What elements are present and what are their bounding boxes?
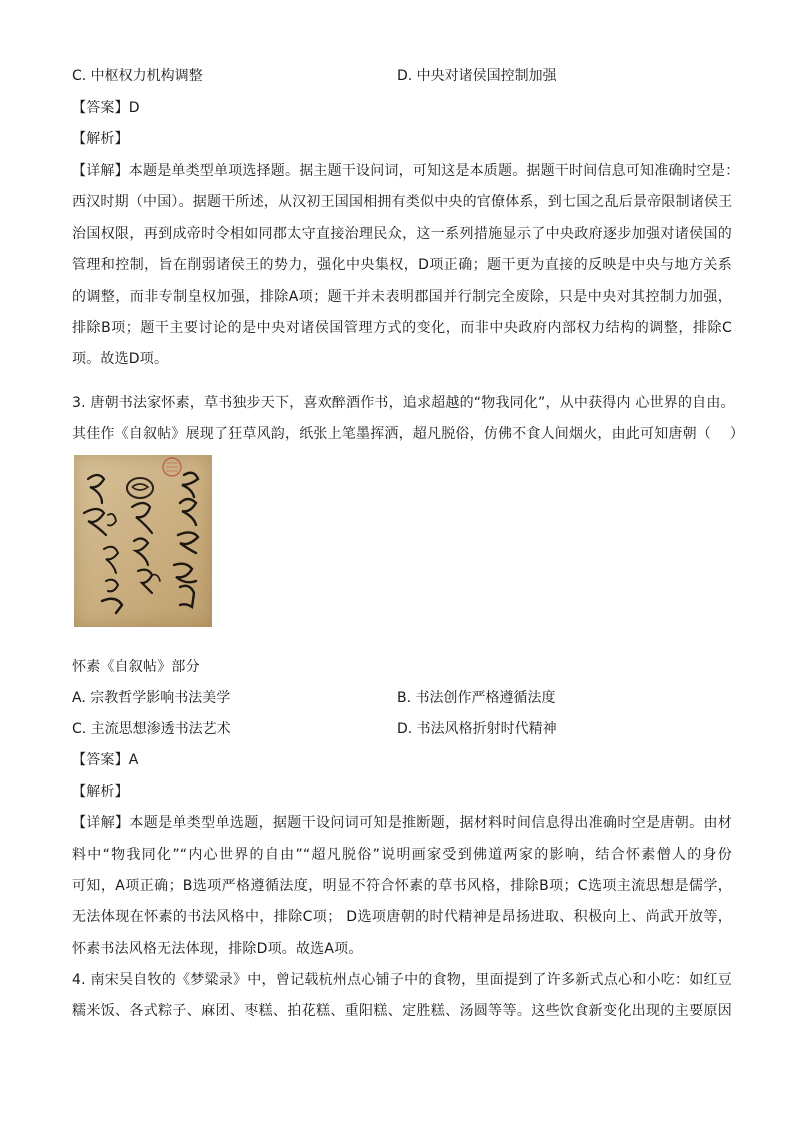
- q3-option-d: D. 书法风格折射时代精神: [397, 721, 557, 737]
- q3-option-a: A. 宗教哲学影响书法美学: [72, 690, 231, 706]
- q2-option-d: D. 中央对诸侯国控制加强: [397, 68, 557, 84]
- q3-analysis-heading: 【解析】: [72, 784, 129, 800]
- q3-detail-line: 怀素书法风格无法体现，排除D项。故选A项。: [72, 941, 363, 957]
- q2-detail-line: 项。故选D项。: [72, 351, 169, 367]
- q2-detail-line: 排除B项；题干主要讨论的是中央对诸侯国管理方式的变化，而非中央政府内部权力结构的调整，排除C: [72, 320, 732, 336]
- q2-detail-line: 西汉时期（中国）。据题干所述，从汉初王国国相拥有类似中央的官僚体系，到七国之乱后景帝限制诸侯王: [72, 194, 733, 210]
- q3-option-b: B. 书法创作严格遵循法度: [397, 690, 556, 706]
- q3-detail-line: 可知，A项正确；B选项严格遵循法度，明显不符合怀素的草书风格，排除B项；C选项主流思想是儒学，: [72, 878, 732, 894]
- q2-analysis-heading: 【解析】: [72, 131, 129, 147]
- q3-option-c: C. 主流思想渗透书法艺术: [72, 721, 231, 737]
- q3-stem-line: 其佳作《自叙帖》展现了狂草风韵，纸张上笔墨挥洒，超凡脱俗，仿佛不食人间烟火，由此可知唐朝（ ）: [72, 426, 745, 442]
- calligraphy-image: [74, 455, 212, 627]
- q2-detail-line: 【详解】本题是单类型单项选择题。据主题干设问词，可知这是本质题。据题干时间信息可知准确时空是：: [72, 163, 740, 179]
- q3-answer: 【答案】A: [72, 752, 139, 768]
- q2-detail-line: 治国权限，再到成帝时令相如同郡太守直接治理民众，这一系列措施显示了中央政府逐步加强对诸侯国的: [72, 226, 732, 242]
- q4-stem-line: 糯米饭、各式粽子、麻团、枣糕、拍花糕、重阳糕、定胜糕、汤圆等等。这些饮食新变化出现的主要原因: [72, 1003, 732, 1019]
- q3-detail-line: 料中“物我同化”“内心世界的自由”“超凡脱俗”说明画家受到佛道两家的影响，结合怀素僧人的身份: [72, 847, 732, 863]
- q4-stem-line: 4. 南宋吴自牧的《梦粱录》中，曾记载杭州点心铺子中的食物，里面提到了许多新式点心和小吃：如红豆: [72, 972, 732, 988]
- q2-detail-line: 管理和控制，旨在削弱诸侯王的势力，强化中央集权，D项正确；题干更为直接的反映是中央与地方关系: [72, 257, 732, 273]
- q2-option-c: C. 中枢权力机构调整: [72, 68, 203, 84]
- q3-detail-line: 无法体现在怀素的书法风格中，排除C项； D选项唐朝的时代精神是昂扬进取、积极向上、尚武开放等，: [72, 909, 732, 925]
- q3-detail-line: 【详解】本题是单类型单选题，据题干设问词可知是推断题，据材料时间信息得出准确时空是唐朝。由材: [72, 815, 732, 831]
- q2-detail-line: 的调整，而非专制皇权加强，排除A项；题干并未表明郡国并行制完全废除，只是中央对其控制力加强，: [72, 289, 732, 305]
- q3-stem-line: 3. 唐朝书法家怀素，草书独步天下，喜欢醉酒作书，追求超越的“物我同化”，从中获得内 心世界的自由。: [72, 395, 735, 411]
- image-caption: 怀素《自叙帖》部分: [72, 659, 200, 675]
- q2-answer: 【答案】D: [72, 100, 140, 116]
